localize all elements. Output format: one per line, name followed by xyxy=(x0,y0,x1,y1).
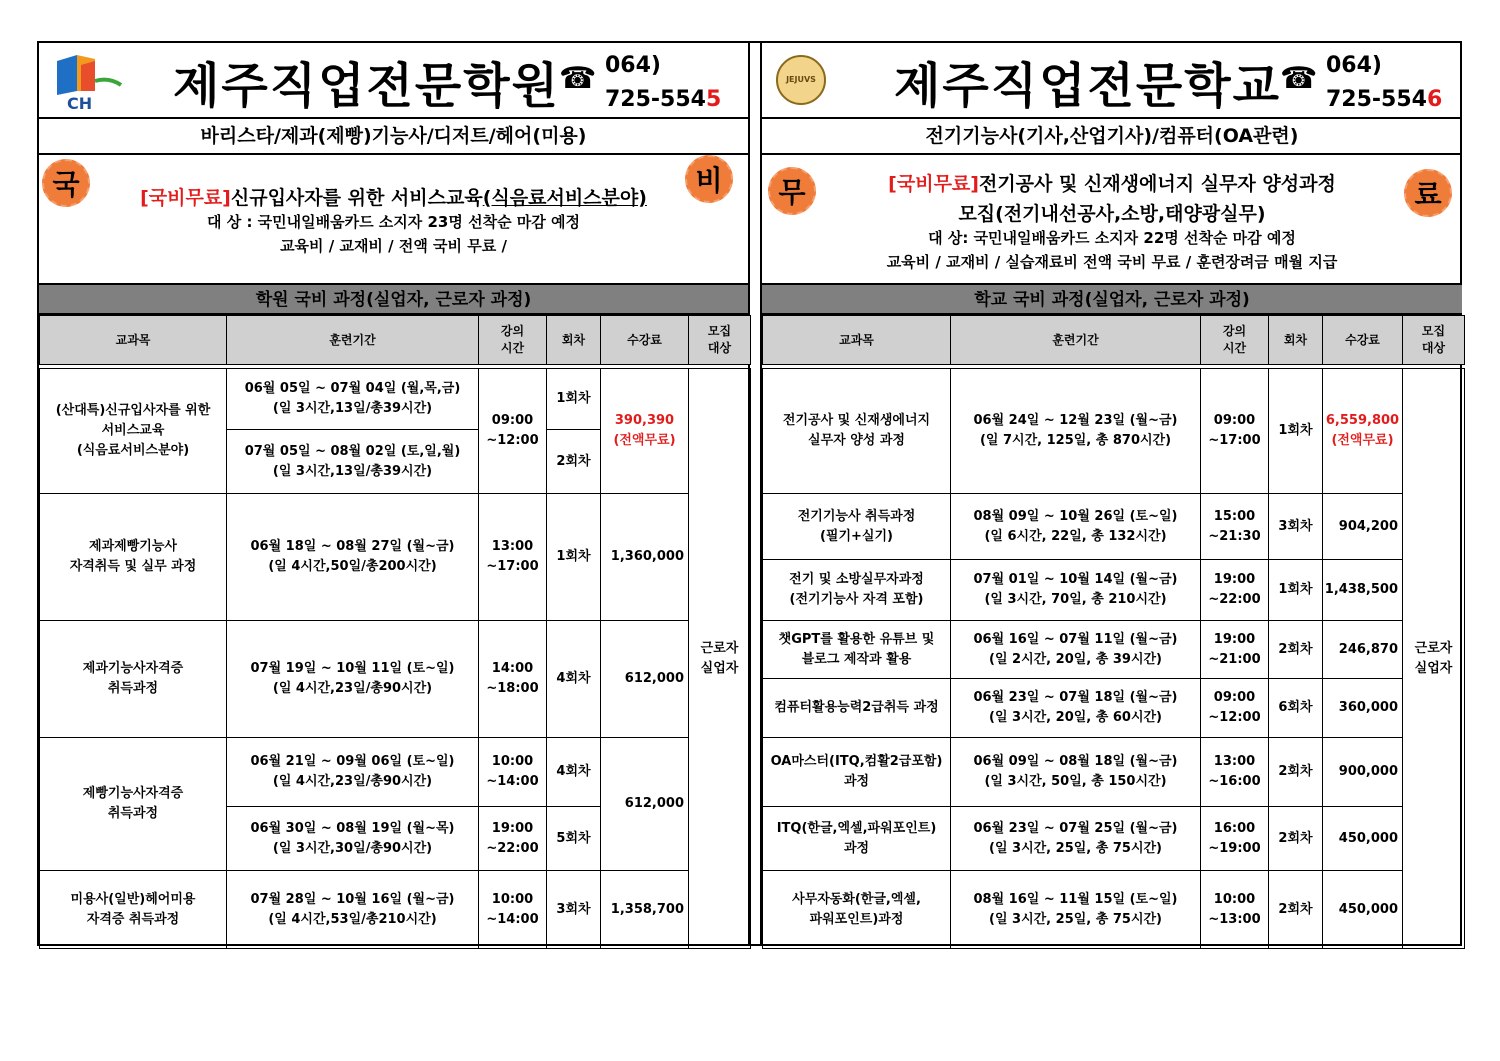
table-row: 사무자동화(한글,엑셀, 파워포인트)과정 08월 16일 ~ 11월 15일 (토~일) (일 3시간, 25일, 총 75시간) 10:00 ~13:00 2회차 450,000 xyxy=(763,871,1465,949)
table-row: (산대특)신규입사자를 위한 서비스교육 (식음료서비스분야) 06월 05일 ~ 07월 04일 (월,목,금) (일 3시간,13일/총39시간) 09:00 ~12:00 1회차 390,390 (전액무료) 근로자 실업자 xyxy=(40,369,751,430)
table-row: 제빵기능사자격증 취득과정 06월 21일 ~ 09월 06일 (토~일) (일 4시간,23일/총90시간) 10:00 ~14:00 4회차 612,000 xyxy=(40,738,751,807)
col-round: 회차 xyxy=(547,316,601,365)
badge-ryo: 료 xyxy=(1404,169,1452,217)
school-header xyxy=(762,43,1462,119)
school-section-title: 학교 국비 과정(실업자, 근로자 과정) xyxy=(762,285,1462,315)
table-row: 전기공사 및 신재생에너지 실무자 양성 과정 06월 24일 ~ 12월 23일 (월~금) (일 7시간, 125일, 총 870시간) 09:00 ~17:00 1회차 6,559,800 (전액무료) 근로자 실업자 xyxy=(763,369,1465,494)
col-course: 교과목 xyxy=(40,316,227,365)
school-logo: JEJUVS xyxy=(776,55,826,105)
telephone-icon: ☎ xyxy=(1280,61,1318,96)
promo-fees: 교육비 / 교재비 / 전액 국비 무료 / xyxy=(280,237,507,255)
telephone-icon: ☎ xyxy=(559,61,597,96)
table-header-row: 교과목 훈련기간 강의 시간 회차 수강료 모집 대상 xyxy=(763,316,1465,365)
target-group: 근로자 실업자 xyxy=(1403,369,1465,949)
fee-cell: 6,559,800 (전액무료) xyxy=(1323,369,1403,494)
promo-headline-2: 모집(전기내선공사,소방,태양광실무) xyxy=(958,203,1266,225)
school-subtitle: 전기기능사(기사,산업기사)/컴퓨터(OA관련) xyxy=(762,119,1462,155)
school-promo xyxy=(762,155,1462,285)
promo-headline: [국비무료]신규입사자를 위한 서비스교육(식음료서비스분야) xyxy=(140,187,647,209)
table-row: 챗GPT를 활용한 유튜브 및 블로그 제작과 활용 06월 16일 ~ 07월 11일 (월~금) (일 2시간, 20일, 총 39시간) 19:00 ~21:00 2회차 246,870 xyxy=(763,621,1465,679)
table-row: 07월 05일 ~ 08월 02일 (토,일,월) (일 3시간,13일/총39시간) 2회차 xyxy=(40,430,751,494)
academy-subtitle: 바리스타/제과(제빵)기능사/디저트/헤어(미용) xyxy=(39,119,748,155)
table-row: 전기 및 소방실무자과정 (전기기능사 자격 포함) 07월 01일 ~ 10월 14일 (월~금) (일 3시간, 70일, 총 210시간) 19:00 ~22:00 1회차 1,438,500 xyxy=(763,560,1465,621)
flyer-sheet xyxy=(37,41,1462,946)
badge-guk: 국 xyxy=(42,159,90,207)
school-phone: 064) 725-5546 xyxy=(1326,53,1443,112)
promo-fees: 교육비 / 교재비 / 실습재료비 전액 국비 무료 / 훈련장려금 매월 지급 xyxy=(886,253,1338,271)
table-row: 미용사(일반)헤어미용 자격증 취득과정 07월 28일 ~ 10월 16일 (월~금) (일 4시간,53일/총210시간) 10:00 ~14:00 3회차 1,358,700 xyxy=(40,871,751,949)
promo-headline: [국비무료]전기공사 및 신재생에너지 실무자 양성과정 xyxy=(888,173,1336,195)
table-header-row xyxy=(40,316,751,365)
academy-panel xyxy=(39,43,750,944)
table-row: 제과제빵기능사 자격취득 및 실무 과정 06월 18일 ~ 08월 27일 (월~금) (일 4시간,50일/총200시간) 13:00 ~17:00 1회차 1,360,000 xyxy=(40,494,751,621)
table-row: 컴퓨터활용능력2급취득 과정 06월 23일 ~ 07월 18일 (월~금) (일 3시간, 20일, 총 60시간) 09:00 ~12:00 6회차 360,000 xyxy=(763,679,1465,738)
academy-section-title: 학원 국비 과정(실업자, 근로자 과정) xyxy=(39,285,748,315)
table-row: ITQ(한글,엑셀,파워포인트) 과정 06월 23일 ~ 07월 25일 (월~금) (일 3시간, 25일, 총 75시간) 16:00 ~19:00 2회차 450,000 xyxy=(763,807,1465,871)
promo-target: 대 상 : 국민내일배움카드 소지자 23명 선착순 마감 예정 xyxy=(207,213,580,231)
school-panel xyxy=(760,43,1462,944)
badge-bi: 비 xyxy=(685,155,733,203)
table-row: OA마스터(ITQ,컴활2급포함) 과정 06월 09일 ~ 08월 18일 (월~금) (일 3시간, 50일, 총 150시간) 13:00 ~16:00 2회차 900,000 xyxy=(763,738,1465,807)
promo-target: 대 상: 국민내일배움카드 소지자 22명 선착순 마감 예정 xyxy=(928,229,1296,247)
table-row: 전기기능사 취득과정 (필기+실기) 08월 09일 ~ 10월 26일 (토~일) (일 6시간, 22일, 총 132시간) 15:00 ~21:30 3회차 904,200 xyxy=(763,494,1465,560)
academy-course-table xyxy=(39,315,751,949)
academy-promo xyxy=(39,155,748,285)
academy-phone: 064) 725-5545 xyxy=(605,53,722,112)
academy-header xyxy=(39,43,748,119)
svg-text:CH: CH xyxy=(67,94,93,113)
academy-logo xyxy=(51,51,123,113)
academy-title: 제주직업전문학원 xyxy=(173,58,560,114)
school-title: 제주직업전문학교 xyxy=(894,58,1281,114)
col-period: 훈련기간 xyxy=(227,316,479,365)
badge-mu: 무 xyxy=(768,167,816,215)
target-group: 근로자 실업자 xyxy=(689,369,751,949)
col-time: 강의 시간 xyxy=(479,316,547,365)
table-row: 제과기능사자격증 취득과정 07월 19일 ~ 10월 11일 (토~일) (일 4시간,23일/총90시간) 14:00 ~18:00 4회차 612,000 xyxy=(40,621,751,738)
col-target: 모집 대상 xyxy=(689,316,751,365)
col-fee: 수강료 xyxy=(601,316,689,365)
table-row: 06월 30일 ~ 08월 19일 (월~목) (일 3시간,30일/총90시간) 19:00 ~22:00 5회차 xyxy=(40,807,751,871)
fee-cell: 390,390 (전액무료) xyxy=(601,369,689,494)
school-course-table xyxy=(762,315,1465,949)
